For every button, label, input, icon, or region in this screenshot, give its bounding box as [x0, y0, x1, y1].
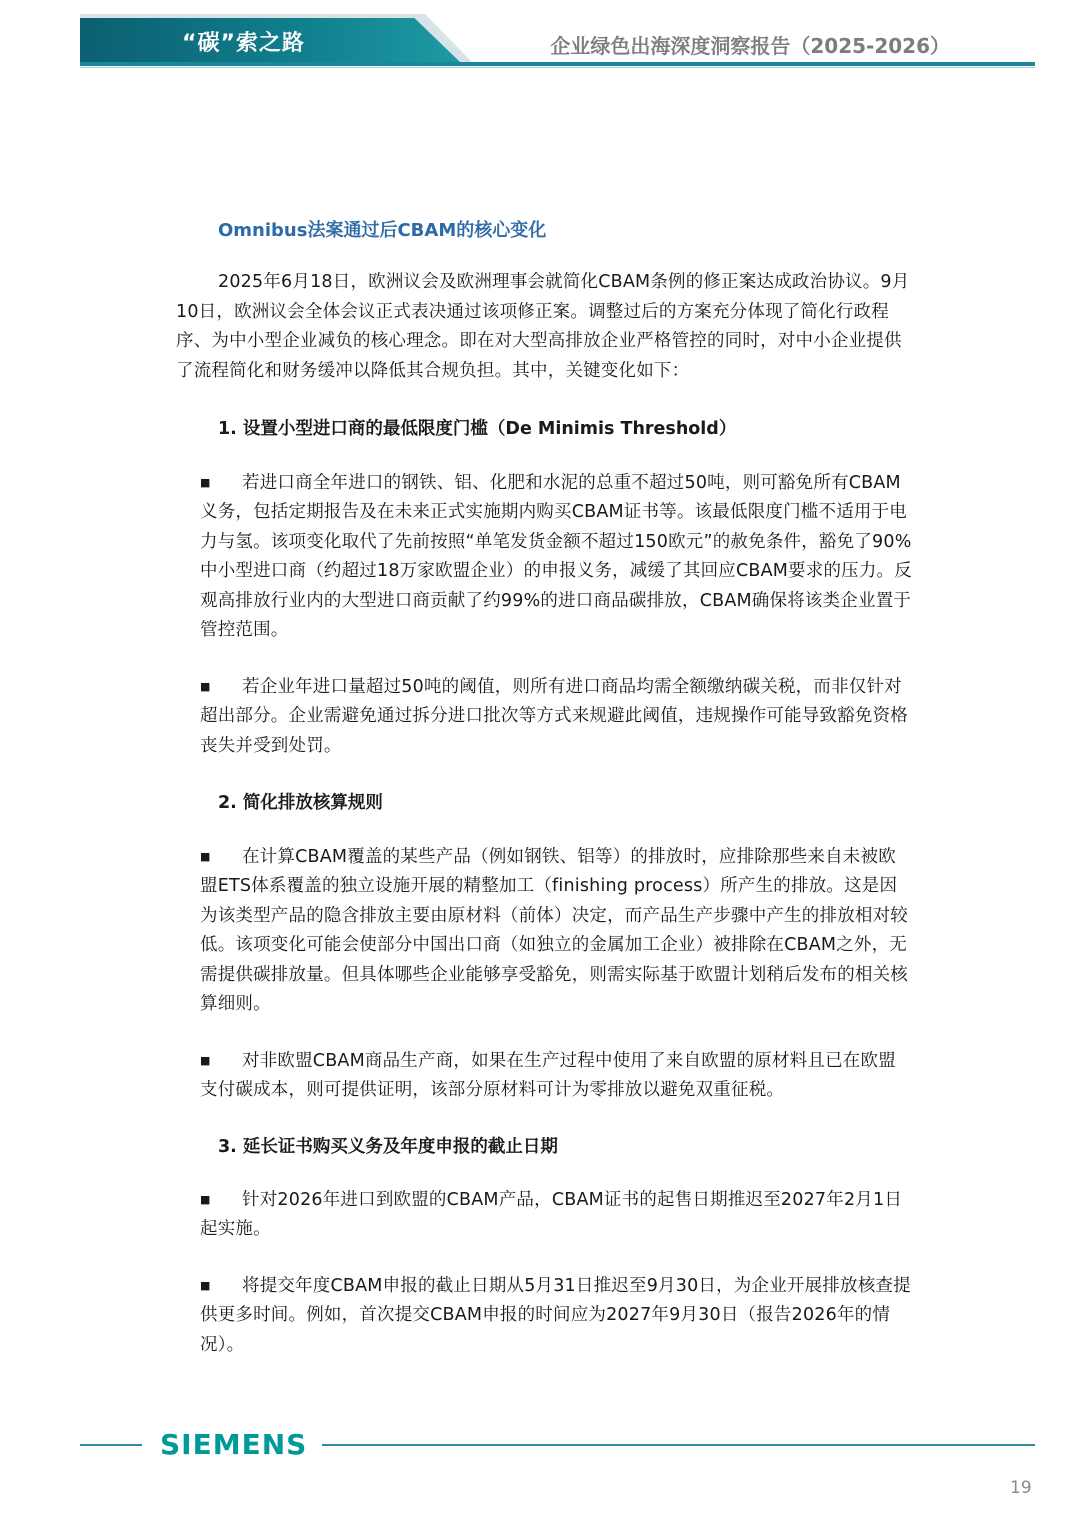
- subsection-heading-2: 2. 简化排放核算规则: [218, 793, 383, 813]
- bullet-text: 针对2026年进口到欧盟的CBAM产品，CBAM证书的起售日期推迟至2027年2月1日起实施。: [200, 1189, 903, 1240]
- bullet-text: 在计算CBAM覆盖的某些产品（例如钢铁、铝等）的排放时，应排除那些来自未被欧盟ETS体系覆盖的独立设施开展的精整加工（finishing process）所产生的排放。这是因为该类型产品的隐含排放主要由原材料（前体）决定，而产品生产步骤中产生的排放相对较低。该项变化可能会使部分中国出口商（如独立的金属加工企业）被排除在CBAM之外，无需提供碳排放量。但具体哪些企业能够享受豁免，则需实际基于欧盟计划稍后发布的相关核算细则。: [200, 846, 908, 1015]
- report-title: 企业绿色出海深度洞察报告（2025-2026）: [550, 34, 950, 58]
- bullet-text: 将提交年度CBAM申报的截止日期从5月31日推迟至9月30日，为企业开展排放核查提供更多时间。例如，首次提交CBAM申报的时间应为2027年9月30日（报告2026年的情况）。: [200, 1275, 911, 1355]
- page-number: 19: [1010, 1478, 1032, 1498]
- bullet-item: [200, 842, 912, 1020]
- header-rule: [80, 62, 1035, 66]
- bullet-square-icon: ■: [200, 1193, 211, 1206]
- bullet-text: 若进口商全年进口的钢铁、铝、化肥和水泥的总重不超过50吨，则可豁免所有CBAM义务，包括定期报告及在未来正式实施期内购买CBAM证书等。该最低限度门槛不适用于电力与氢。该项变化取代了先前按照“单笔发货金额不超过150欧元”的赦免条件，豁免了90%中小型进口商（约超过18万家欧盟企业）的申报义务，减缓了其回应CBAM要求的压力。反观高排放行业内的大型进口商贡献了约99%的进口商品碳排放，CBAM确保将该类企业置于管控范围。: [200, 472, 912, 641]
- section-title: Omnibus法案通过后CBAM的核心变化: [218, 220, 547, 241]
- footer-rule-right: [322, 1444, 1035, 1446]
- bullet-square-icon: ■: [200, 476, 211, 489]
- bullet-square-icon: ■: [200, 1279, 211, 1292]
- footer-rule-left: [80, 1444, 142, 1446]
- siemens-logo: SIEMENS: [160, 1428, 308, 1461]
- bullet-text: 若企业年进口量超过50吨的阈值，则所有进口商品均需全额缴纳碳关税，而非仅针对超出部分。企业需避免通过拆分进口批次等方式来规避此阈值，违规操作可能导致豁免资格丧失并受到处罚。: [200, 676, 908, 756]
- bullet-item: [200, 1185, 912, 1245]
- bullet-square-icon: ■: [200, 1054, 211, 1067]
- bullet-item: [200, 468, 912, 646]
- bullet-item: [200, 1271, 912, 1360]
- subsection-heading-3: 3. 延长证书购买义务及年度申报的截止日期: [218, 1137, 558, 1157]
- bullet-item: [200, 672, 912, 761]
- subsection-heading-1: 1. 设置小型进口商的最低限度门槛（De Minimis Threshold）: [218, 419, 737, 439]
- intro-paragraph: 2025年6月18日，欧洲议会及欧洲理事会就简化CBAM条例的修正案达成政治协议。9月10日，欧洲议会全体会议正式表决通过该项修正案。调整过后的方案充分体现了简化行政程序、为中小型企业减负的核心理念。即在对大型高排放企业严格管控的同时，对中小企业提供了流程简化和财务缓冲以降低其合规负担。其中，关键变化如下：: [176, 272, 910, 381]
- header-rule-thin: [80, 67, 1035, 68]
- bullet-text: 对非欧盟CBAM商品生产商，如果在生产过程中使用了来自欧盟的原材料且已在欧盟支付碳成本，则可提供证明，该部分原材料可计为零排放以避免双重征税。: [200, 1050, 896, 1101]
- bullet-item: [200, 1046, 912, 1106]
- header-title: “碳”索之路: [182, 31, 305, 56]
- bullet-square-icon: ■: [200, 680, 211, 693]
- bullet-square-icon: ■: [200, 850, 211, 863]
